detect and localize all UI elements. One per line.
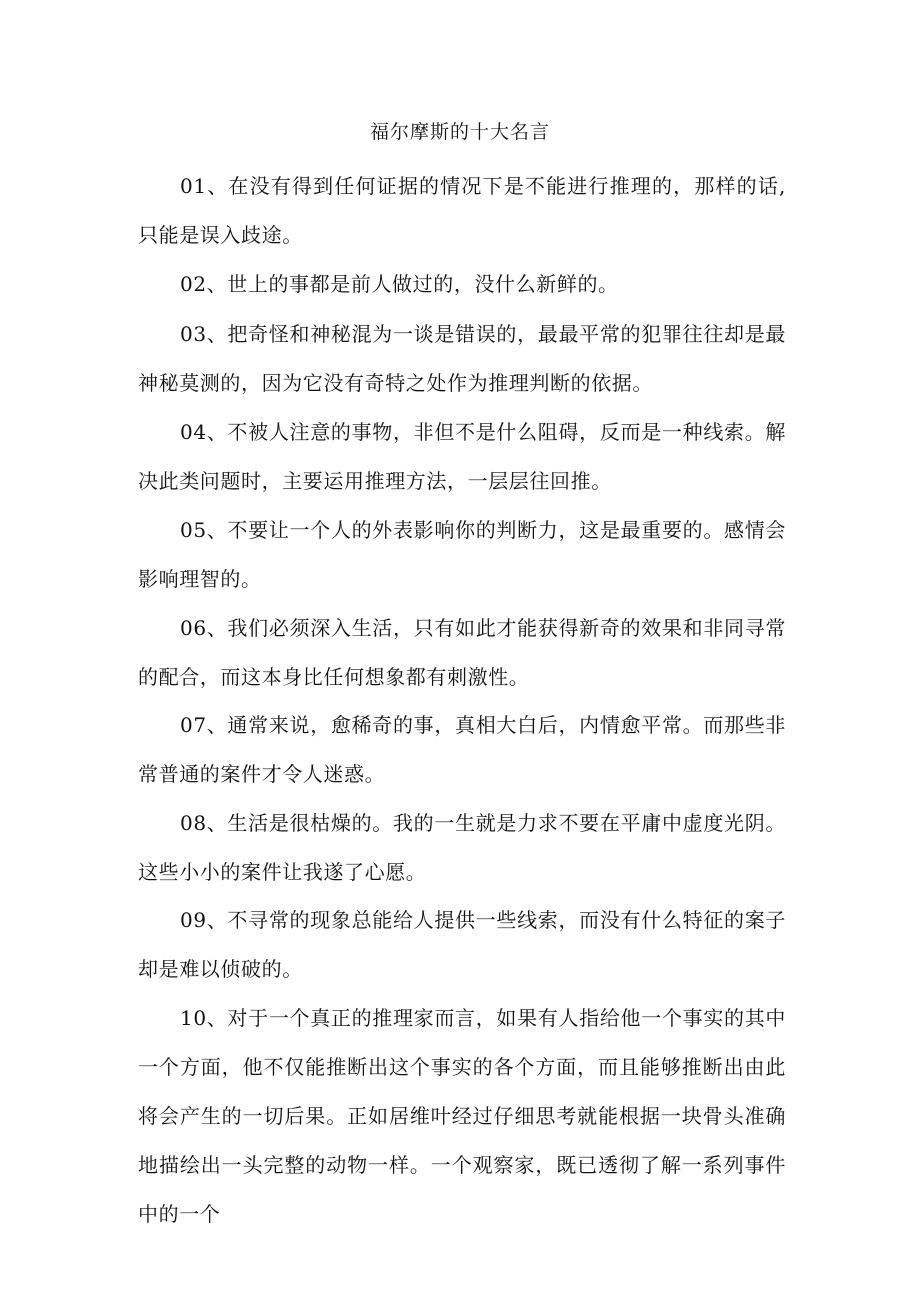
quote-paragraph-04: 04、不被人注意的事物，非但不是什么阻碍，反而是一种线索。解决此类问题时，主要运用推理方法，一层层往回推。	[138, 420, 786, 493]
quote-paragraph-10: 10、对于一个真正的推理家而言，如果有人指给他一个事实的其中一个方面，他不仅能推断出这个事实的各个方面，而且能够推断出由此将会产生的一切后果。正如居维叶经过仔细思考就能根据一块骨头准确地描绘出一头完整的动物一样。一个观察家，既已透彻了解一系列事件中的一个	[138, 1006, 786, 1226]
quote-paragraph-06: 06、我们必须深入生活，只有如此才能获得新奇的效果和非同寻常的配合，而这本身比任何想象都有刺激性。	[138, 616, 786, 689]
quote-paragraph-01: 01、在没有得到任何证据的情况下是不能进行推理的，那样的话,只能是误入歧途。	[138, 174, 786, 247]
quote-paragraph-07: 07、通常来说，愈稀奇的事，真相大白后，内情愈平常。而那些非常普通的案件才令人迷惑。	[138, 713, 786, 786]
quote-paragraph-05: 05、不要让一个人的外表影响你的判断力，这是最重要的。感情会影响理智的。	[138, 518, 786, 591]
quote-paragraph-09: 09、不寻常的现象总能给人提供一些线索，而没有什么特征的案子却是难以侦破的。	[138, 908, 786, 981]
document-title: 福尔摩斯的十大名言	[369, 121, 550, 143]
quote-paragraph-08: 08、生活是很枯燥的。我的一生就是力求不要在平庸中虚度光阴。这些小小的案件让我遂了心愿。	[138, 811, 786, 884]
quote-paragraph-02: 02、世上的事都是前人做过的，没什么新鲜的。	[180, 272, 619, 296]
quote-paragraph-03: 03、把奇怪和神秘混为一谈是错误的，最最平常的犯罪往往却是最神秘莫测的，因为它没有奇特之处作为推理判断的依据。	[138, 322, 786, 395]
